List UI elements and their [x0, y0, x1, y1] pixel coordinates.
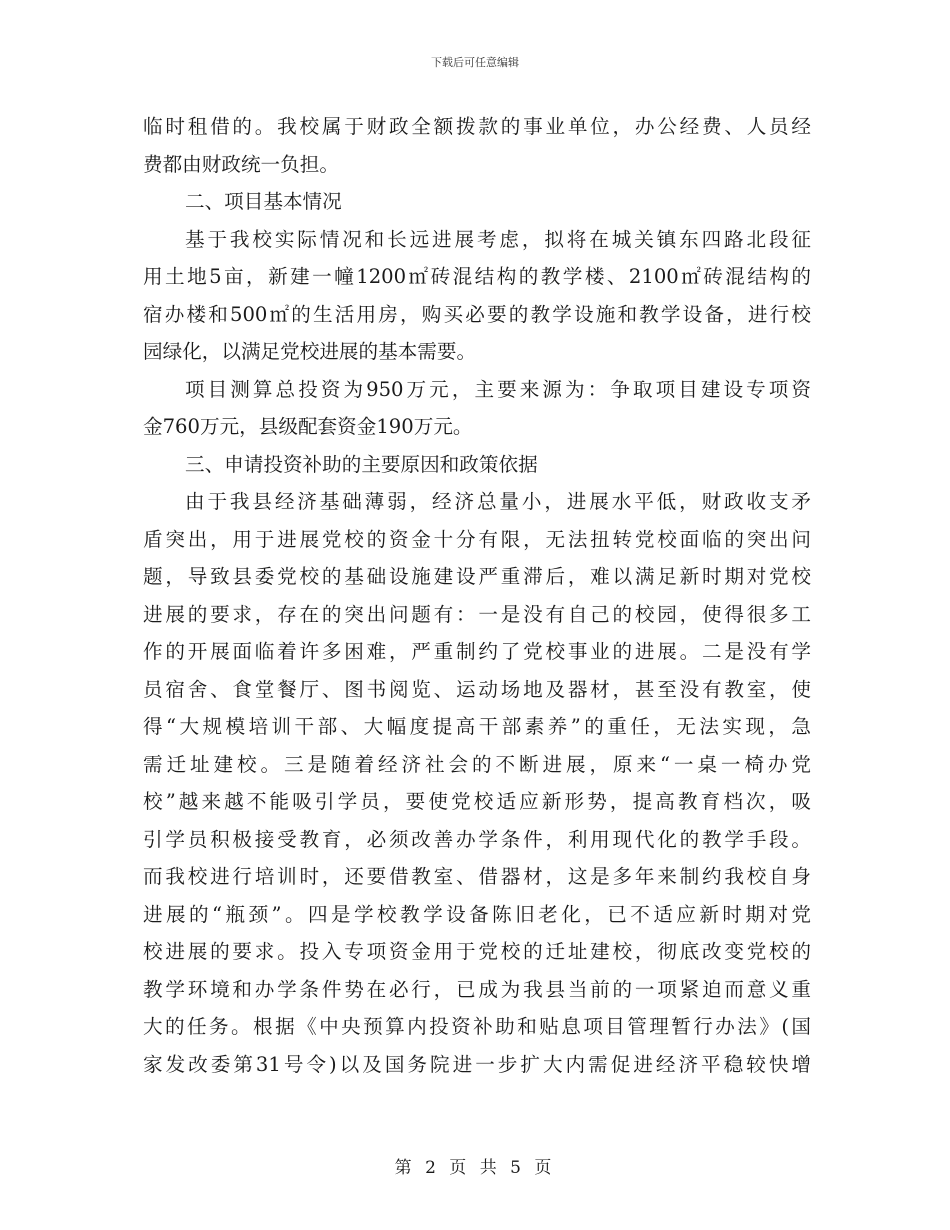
body-line: 进展的要求，存在的突出问题有：一是没有自己的校园，使得很多工: [143, 602, 811, 626]
body-line: 金760万元，县级配套资金190万元。: [143, 415, 473, 438]
body-line: 引学员积极接受教育，必须改善办学条件，利用现代化的教学手段。: [143, 827, 811, 851]
body-line: 基于我校实际情况和长远进展考虑，拟将在城关镇东四路北段征: [185, 227, 811, 251]
body-line: 作的开展面临着许多困难，严重制约了党校事业的进展。二是没有学: [143, 640, 811, 663]
body-line: 而我校进行培训时，还要借教室、借器材，这是多年来制约我校自身: [143, 865, 811, 888]
body-line: 校”越来越不能吸引学员，要使党校适应新形势，提高教育档次，吸: [143, 790, 811, 813]
body-line: 盾突出，用于进展党校的资金十分有限，无法扭转党校面临的突出问: [143, 527, 811, 551]
body-line: 教学环境和办学条件势在必行，已成为我县当前的一项紧迫而意义重: [143, 977, 811, 1001]
body-line: 家发改委第31号令)以及国务院进一步扩大内需促进经济平稳较快增: [143, 1052, 811, 1076]
body-line: 用土地5亩，新建一幢1200㎡砖混结构的教学楼、2100㎡砖混结构的: [143, 265, 811, 288]
page-number-footer: 第 2 页 共 5 页: [394, 1158, 556, 1178]
body-line: 项目测算总投资为950万元，主要来源为：争取项目建设专项资: [185, 377, 811, 401]
body-line: 临时租借的。我校属于财政全额拨款的事业单位，办公经费、人员经: [143, 115, 811, 138]
body-line: 校进展的要求。投入专项资金用于党校的迁址建校，彻底改变党校的: [143, 940, 811, 963]
body-line: 进展的“瓶颈”。四是学校教学设备陈旧老化，已不适应新时期对党: [143, 902, 811, 926]
body-line: 宿办楼和500㎡的生活用房，购买必要的教学设施和教学设备，进行校: [143, 302, 811, 326]
body-line: 员宿舍、食堂餐厅、图书阅览、运动场地及器材，甚至没有教室，使: [143, 677, 811, 701]
body-line: 题，导致县委党校的基础设施建设严重滞后，难以满足新时期对党校: [143, 565, 811, 588]
body-line: 由于我县经济基础薄弱，经济总量小，进展水平低，财政收支矛: [185, 490, 811, 513]
body-line: 费都由财政统一负担。: [143, 152, 339, 176]
body-line: 大的任务。根据《中央预算内投资补助和贴息项目管理暂行办法》(国: [143, 1015, 811, 1038]
section-heading: 三、申请投资补助的主要原因和政策依据: [185, 452, 538, 476]
body-line: 需迁址建校。三是随着经济社会的不断进展，原来“一桌一椅办党: [143, 752, 811, 776]
document-body: [143, 108, 811, 1083]
page-header-note: 下载后可任意编辑: [431, 56, 519, 69]
body-line: 园绿化，以满足党校进展的基本需要。: [143, 340, 477, 363]
section-heading: 二、项目基本情况: [185, 190, 342, 213]
body-line: 得“大规模培训干部、大幅度提高干部素养”的重任，无法实现，急: [143, 715, 811, 738]
